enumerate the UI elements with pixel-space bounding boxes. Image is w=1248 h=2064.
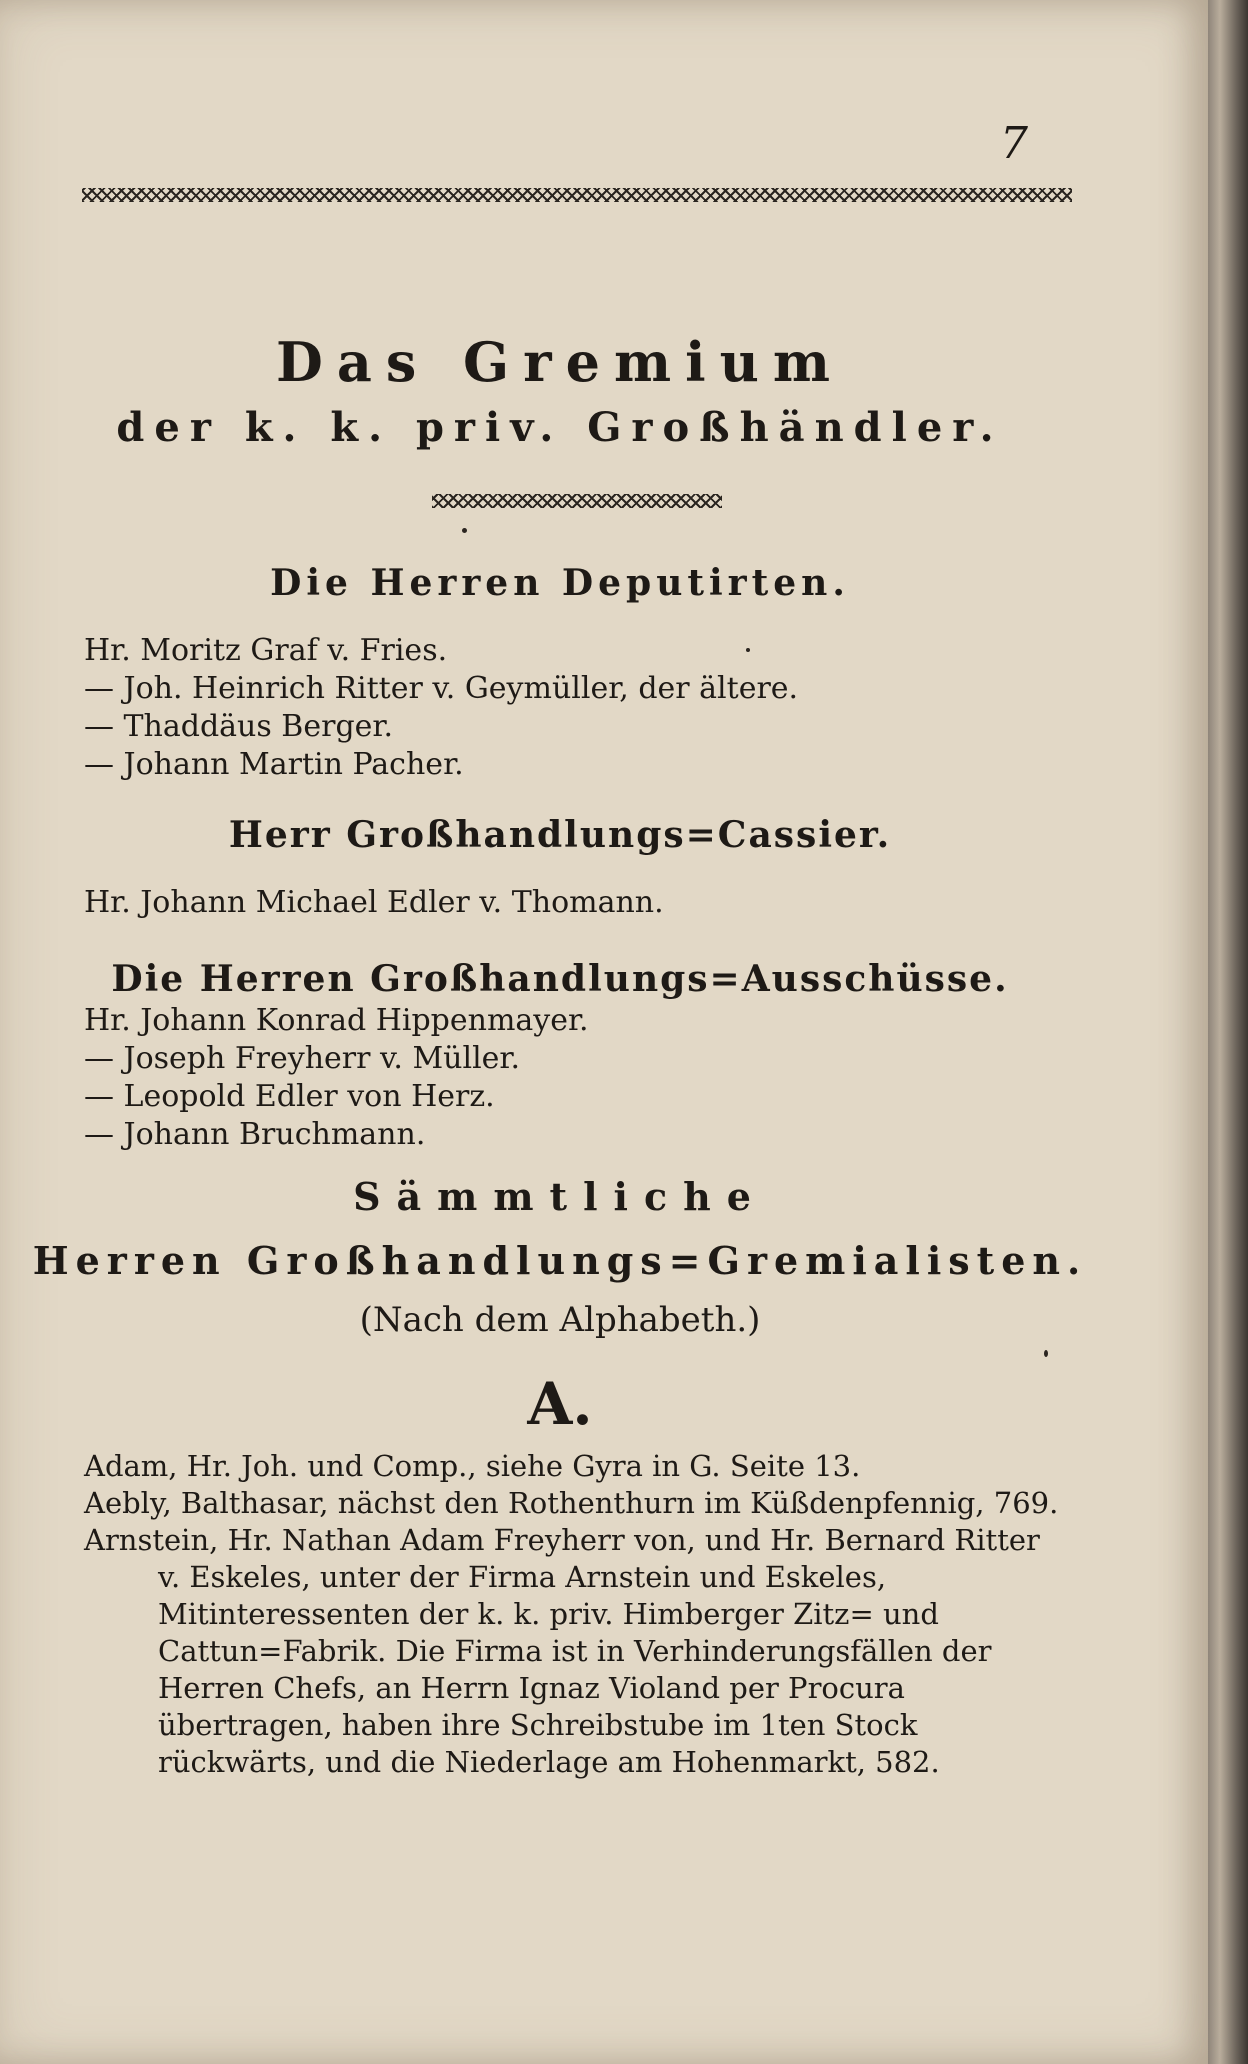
list-item: — Leopold Edler von Herz. <box>84 1079 495 1114</box>
committee-heading: Die Herren Großhandlungs=Ausschüsse. <box>111 958 1009 1000</box>
page-title: Das Gremium <box>276 330 844 394</box>
ink-speck <box>746 648 750 652</box>
middle-ornamental-rule <box>432 494 722 508</box>
cashier-list <box>84 884 664 922</box>
all-members-heading-line2: Herren Großhandlungs=Gremialisten. <box>32 1238 1088 1283</box>
all-members-heading-line1: Sämmtliche <box>353 1174 767 1219</box>
list-item: Hr. Johann Michael Edler v. Thomann. <box>84 885 664 920</box>
list-item: Arnstein, Hr. Nathan Adam Freyherr von, und Hr. Bernard Ritter v. Eskeles, unter der Firma Arnstein und Eskeles, Mitinteressenten der k. k. priv. Himberger Zitz= und Cattun=Fabrik. Die Firma ist in Verhinderungsfällen der Herren Chefs, an Herrn Ignaz Violand per Procura übertragen, haben ihre Schreibstube im 1ten Stock rückwärts, und die Niederlage am Hohenmarkt, 582. <box>84 1523 1040 1779</box>
committee-list <box>84 1002 589 1154</box>
deputies-heading: Die Herren Deputirten. <box>270 562 850 604</box>
list-item: Hr. Moritz Graf v. Fries. <box>84 633 448 668</box>
top-ornamental-rule <box>82 188 1072 202</box>
section-letter: A. <box>527 1370 593 1438</box>
list-item: — Thaddäus Berger. <box>84 709 393 744</box>
list-item: Aebly, Balthasar, nächst den Rothenthurn im Küßdenpfennig, 769. <box>84 1486 1059 1520</box>
alphabetical-note: (Nach dem Alphabeth.) <box>359 1300 761 1340</box>
page-subtitle: der k. k. priv. Großhändler. <box>116 404 1004 451</box>
list-item: — Johann Bruchmann. <box>84 1117 426 1152</box>
list-item: — Johann Martin Pacher. <box>84 747 464 782</box>
list-item: Hr. Johann Konrad Hippenmayer. <box>84 1003 589 1038</box>
member-entries <box>84 1448 1064 1781</box>
list-item: Adam, Hr. Joh. und Comp., siehe Gyra in G. Seite 13. <box>84 1449 861 1483</box>
book-page-edge <box>1208 0 1248 2064</box>
list-item: — Joh. Heinrich Ritter v. Geymüller, der ältere. <box>84 671 799 706</box>
ink-speck <box>462 528 467 533</box>
cashier-heading: Herr Großhandlungs=Cassier. <box>228 814 892 856</box>
deputies-list <box>84 632 798 784</box>
page-number: 7 <box>1000 118 1028 169</box>
list-item: — Joseph Freyherr v. Müller. <box>84 1041 521 1076</box>
ink-speck <box>1044 1350 1048 1357</box>
